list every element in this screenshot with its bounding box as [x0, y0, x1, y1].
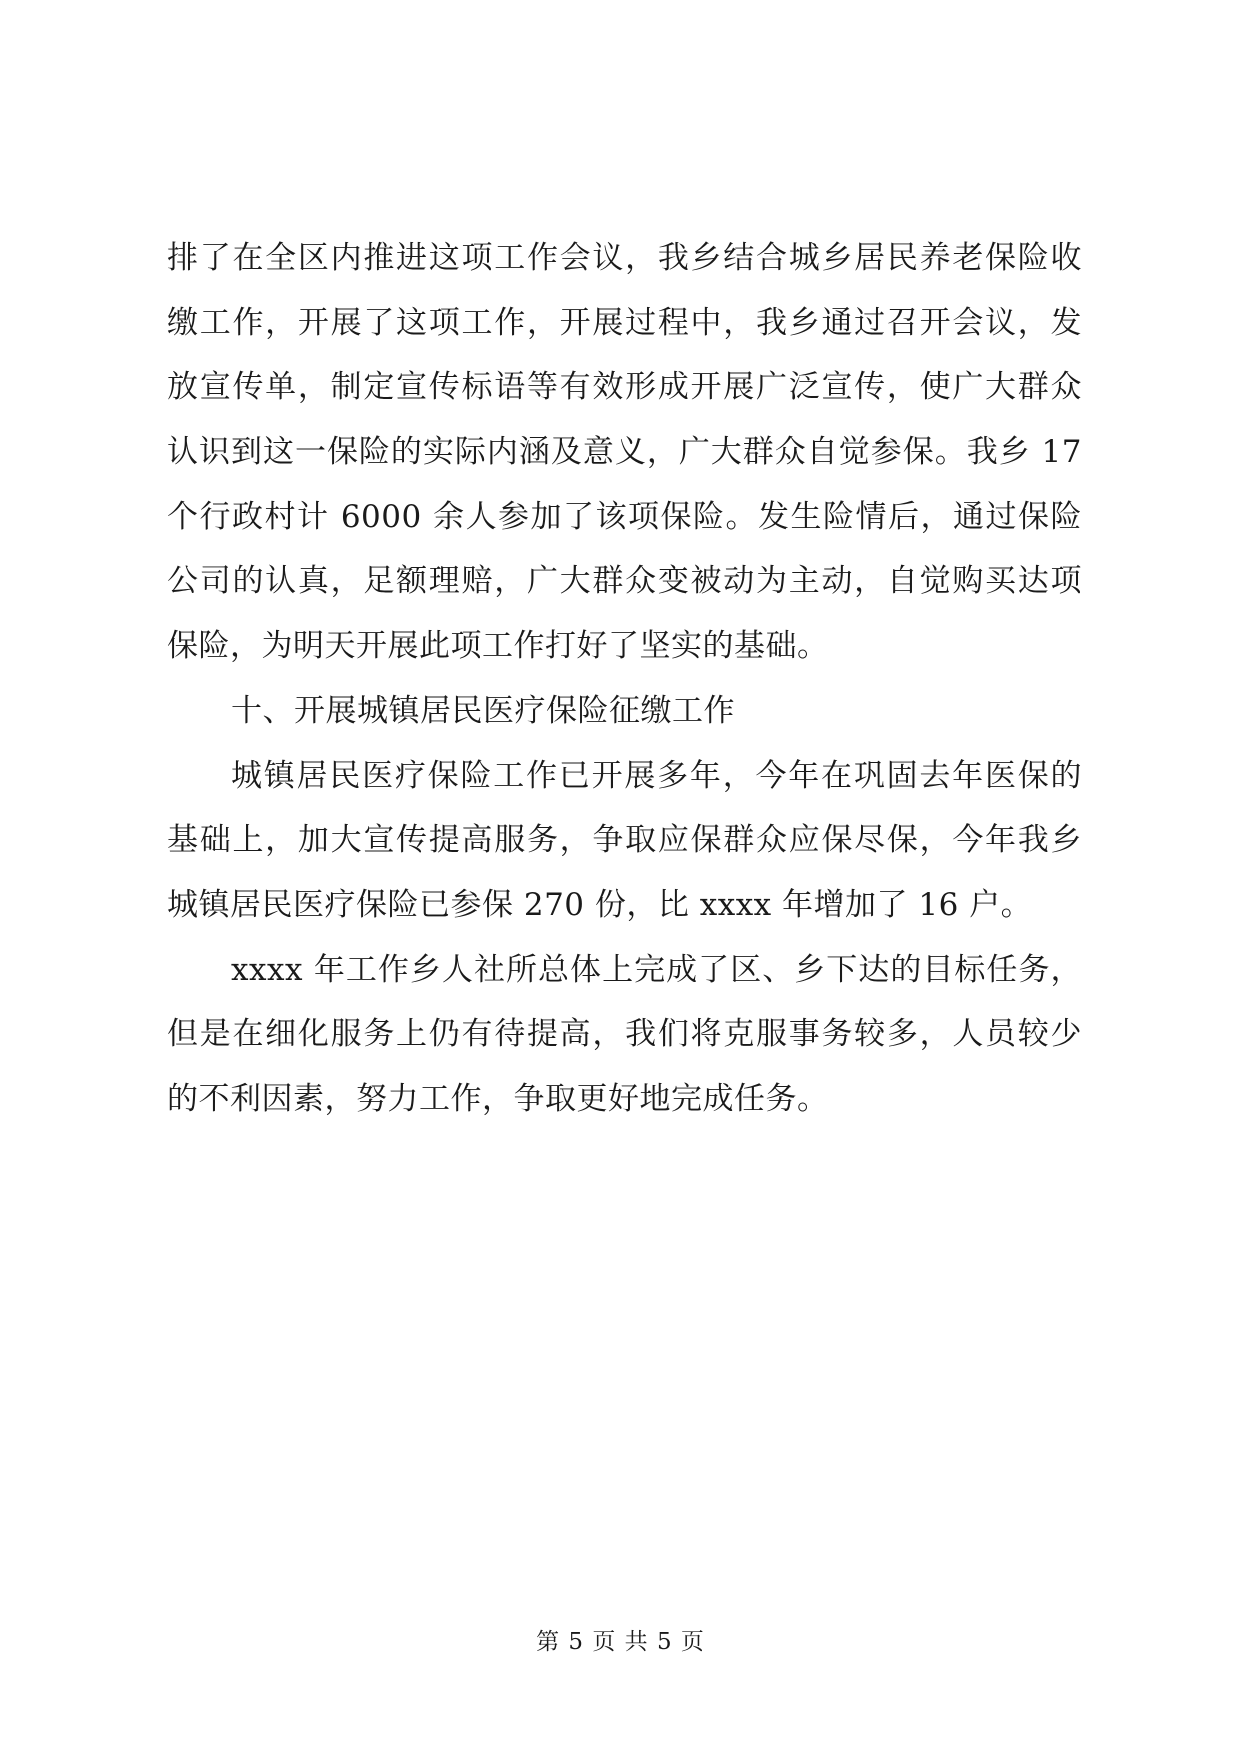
- paragraph-line: 的不利因素，努力工作，争取更好地完成任务。: [167, 1080, 829, 1117]
- paragraph-line: 放宣传单，制定宣传标语等有效形成开展广泛宣传，使广大群众: [167, 369, 1082, 406]
- paragraph-line: 基础上，加大宣传提高服务，争取应保群众应保尽保，今年我乡: [167, 822, 1082, 859]
- document-body: [167, 226, 1082, 1132]
- page-number-footer: 第 5 页 共 5 页: [536, 1629, 705, 1655]
- paragraph-line: 排了在全区内推进这项工作会议，我乡结合城乡居民养老保险收: [167, 240, 1082, 276]
- paragraph-line: 城镇居民医疗保险已参保 270 份，比 xxxx 年增加了 16 户。: [167, 886, 1033, 923]
- paragraph-line: 认识到这一保险的实际内涵及意义，广大群众自觉参保。我乡 17: [167, 434, 1082, 471]
- paragraph-line: 城镇居民医疗保险工作已开展多年，今年在巩固去年医保的: [231, 757, 1082, 794]
- section-heading: 十、开展城镇居民医疗保险征缴工作: [231, 692, 735, 729]
- paragraph-line: 公司的认真，足额理赔，广大群众变被动为主动，自觉购买达项: [167, 563, 1082, 600]
- paragraph-line: 但是在细化服务上仍有待提高，我们将克服事务较多，人员较少: [167, 1016, 1082, 1053]
- paragraph-line: xxxx 年工作乡人社所总体上完成了区、乡下达的目标任务，: [231, 951, 1082, 988]
- paragraph-line: 缴工作，开展了这项工作，开展过程中，我乡通过召开会议，发: [167, 304, 1082, 341]
- paragraph-line: 个行政村计 6000 余人参加了该项保险。发生险情后，通过保险: [167, 498, 1082, 535]
- paragraph-line: 保险，为明天开展此项工作打好了坚实的基础。: [167, 628, 829, 665]
